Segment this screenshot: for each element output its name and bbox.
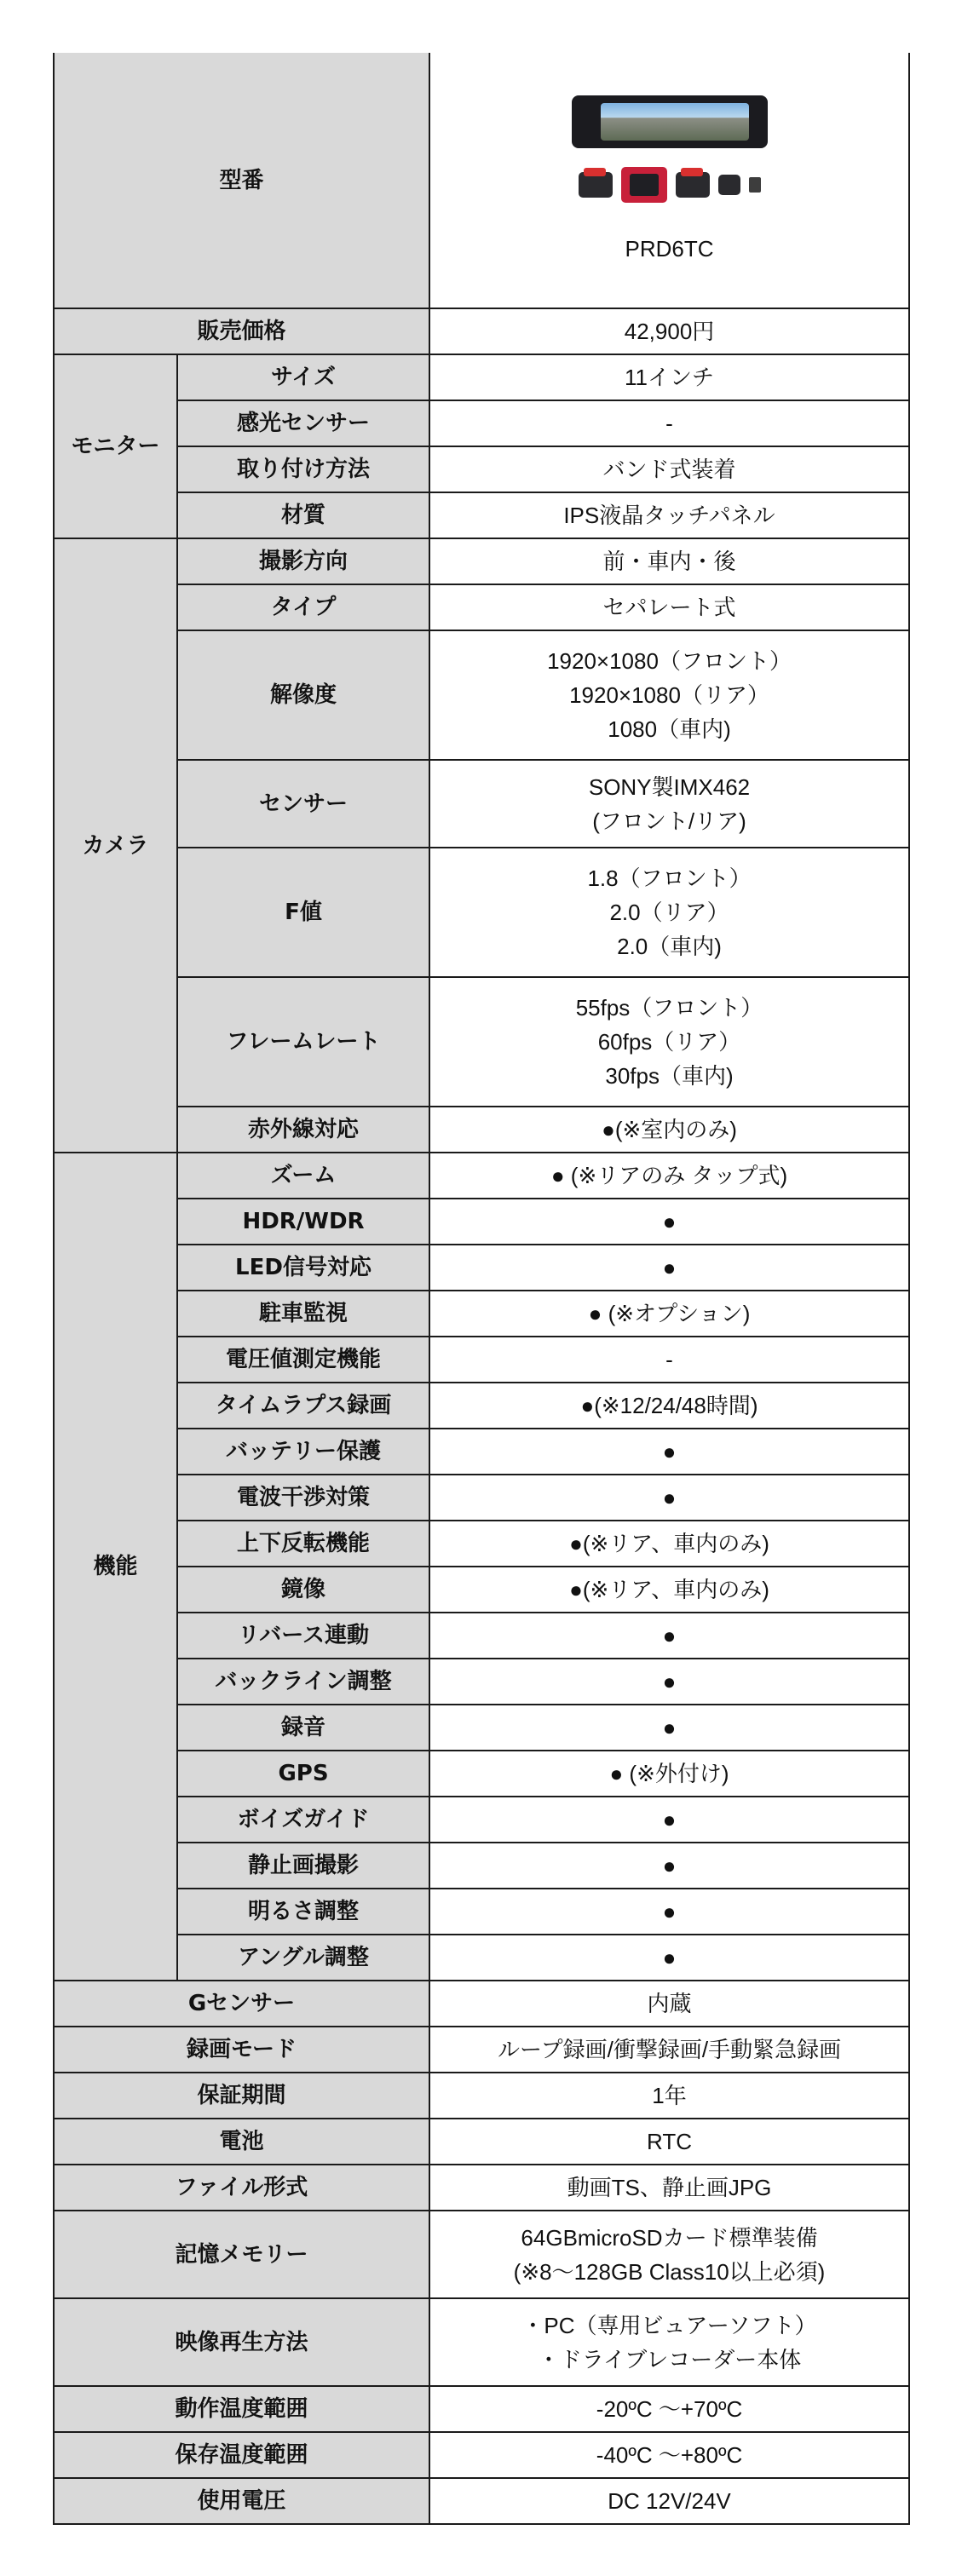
functions-row: [54, 1245, 909, 1291]
monitor-row: [54, 446, 909, 492]
spec-row: [54, 2211, 909, 2298]
camera-row-value: 1920×1080（フロント） 1920×1080（リア） 1080（車内): [429, 630, 909, 760]
functions-row: [54, 1935, 909, 1981]
functions-row-label: 静止画撮影: [177, 1843, 429, 1889]
camera-row: [54, 630, 909, 760]
spec-row: [54, 2119, 909, 2165]
spec-row-label: 保存温度範囲: [54, 2432, 429, 2478]
functions-row: [54, 1797, 909, 1843]
functions-row-label: アングル調整: [177, 1935, 429, 1981]
monitor-row: [54, 354, 909, 400]
camera-row-value: 前・車内・後: [429, 538, 909, 584]
price-value: 42,900円: [429, 308, 909, 354]
spec-row-value: ループ録画/衝撃録画/手動緊急録画: [429, 2027, 909, 2073]
functions-row-value: ●(※12/24/48時間): [429, 1383, 909, 1429]
row-model: [54, 53, 909, 308]
monitor-row-label: 取り付け方法: [177, 446, 429, 492]
row-price: [54, 308, 909, 354]
monitor-row-label: 材質: [177, 492, 429, 538]
monitor-row-value: バンド式装着: [429, 446, 909, 492]
monitor-group-label: モニター: [54, 354, 177, 538]
spec-row: [54, 2165, 909, 2211]
functions-row: [54, 1383, 909, 1429]
spec-row: [54, 2073, 909, 2119]
functions-row-label: GPS: [177, 1751, 429, 1797]
spec-row-label: 録画モード: [54, 2027, 429, 2073]
functions-row-value: ●: [429, 1797, 909, 1843]
spec-row: [54, 2478, 909, 2524]
functions-row-label: タイムラプス録画: [177, 1383, 429, 1429]
monitor-row-value: 11インチ: [429, 354, 909, 400]
spec-row: [54, 2432, 909, 2478]
camera-row-label: タイプ: [177, 584, 429, 630]
camera-row: [54, 977, 909, 1107]
monitor-row-label: 感光センサー: [177, 400, 429, 446]
spec-row-value: 動画TS、静止画JPG: [429, 2165, 909, 2211]
spec-row-label: Gセンサー: [54, 1981, 429, 2027]
functions-row: [54, 1613, 909, 1659]
camera-row: [54, 760, 909, 848]
functions-group-label: 機能: [54, 1153, 177, 1981]
mirror-monitor-image: [572, 95, 768, 148]
spec-row: [54, 2386, 909, 2432]
functions-row-label: LED信号対応: [177, 1245, 429, 1291]
functions-row-value: ●(※リア、車内のみ): [429, 1567, 909, 1613]
spec-table: [53, 53, 910, 2525]
functions-row: [54, 1751, 909, 1797]
functions-row-value: ●: [429, 1843, 909, 1889]
camera-row-label: F値: [177, 848, 429, 977]
functions-row-value: ●: [429, 1705, 909, 1751]
functions-row-label: ボイズガイド: [177, 1797, 429, 1843]
functions-row: [54, 1429, 909, 1475]
spec-row-label: ファイル形式: [54, 2165, 429, 2211]
functions-row: [54, 1705, 909, 1751]
functions-row: [54, 1889, 909, 1935]
camera-row-value: SONY製IMX462 (フロント/リア): [429, 760, 909, 848]
spec-row-value: -40ºC ～+80ºC: [429, 2432, 909, 2478]
functions-row-label: HDR/WDR: [177, 1199, 429, 1245]
functions-row-label: 鏡像: [177, 1567, 429, 1613]
functions-row: [54, 1291, 909, 1337]
spec-row-value: 64GBmicroSDカード標準装備 (※8～128GB Class10以上必須): [429, 2211, 909, 2298]
functions-row-value: ● (※リアのみ タップ式): [429, 1153, 909, 1199]
camera-row-label: センサー: [177, 760, 429, 848]
camera-row-label: 撮影方向: [177, 538, 429, 584]
spec-row-label: 保証期間: [54, 2073, 429, 2119]
monitor-row-value: -: [429, 400, 909, 446]
camera-row-value: 55fps（フロント） 60fps（リア） 30fps（車内): [429, 977, 909, 1107]
functions-row-label: 電波干渉対策: [177, 1475, 429, 1521]
spec-row: [54, 2298, 909, 2386]
sd-card-icon: [749, 177, 761, 193]
monitor-row-label: サイズ: [177, 354, 429, 400]
model-value: PRD6TC: [625, 235, 714, 262]
camera-row-value: ●(※室内のみ): [429, 1107, 909, 1153]
camera-row: [54, 584, 909, 630]
spec-row-value: RTC: [429, 2119, 909, 2165]
monitor-row-value: IPS液晶タッチパネル: [429, 492, 909, 538]
functions-row: [54, 1153, 909, 1199]
functions-row-value: ● (※オプション): [429, 1291, 909, 1337]
functions-row-value: ●: [429, 1889, 909, 1935]
spec-row-label: 使用電圧: [54, 2478, 429, 2524]
functions-row-value: -: [429, 1337, 909, 1383]
spec-row-label: 動作温度範囲: [54, 2386, 429, 2432]
functions-row-value: ●: [429, 1199, 909, 1245]
price-label: 販売価格: [54, 308, 429, 354]
model-label: 型番: [54, 53, 429, 308]
functions-row: [54, 1521, 909, 1567]
product-image: [435, 95, 903, 266]
monitor-row: [54, 492, 909, 538]
spec-row-value: ・PC（専用ビュアーソフト） ・ドライブレコーダー本体: [429, 2298, 909, 2386]
camera-row-label: フレームレート: [177, 977, 429, 1107]
functions-row-label: リバース連動: [177, 1613, 429, 1659]
camera-row: [54, 848, 909, 977]
camera-row: [54, 538, 909, 584]
functions-row: [54, 1475, 909, 1521]
functions-row: [54, 1199, 909, 1245]
functions-row-value: ● (※外付け): [429, 1751, 909, 1797]
functions-row-value: ●: [429, 1659, 909, 1705]
camera-row-value: セパレート式: [429, 584, 909, 630]
monitor-row: [54, 400, 909, 446]
functions-row: [54, 1659, 909, 1705]
camera-group-label: カメラ: [54, 538, 177, 1153]
functions-row: [54, 1337, 909, 1383]
camera-row-label: 赤外線対応: [177, 1107, 429, 1153]
spec-row-value: 内蔵: [429, 1981, 909, 2027]
functions-row-value: ●: [429, 1429, 909, 1475]
functions-row-label: 録音: [177, 1705, 429, 1751]
camera-row: [54, 1107, 909, 1153]
functions-row-value: ●: [429, 1475, 909, 1521]
camera-row-value: 1.8（フロント） 2.0（リア） 2.0（車内): [429, 848, 909, 977]
functions-row-value: ●: [429, 1245, 909, 1291]
functions-row-value: ●: [429, 1613, 909, 1659]
spec-row-value: -20ºC ～+70ºC: [429, 2386, 909, 2432]
functions-row-label: 明るさ調整: [177, 1889, 429, 1935]
functions-row-label: バックライン調整: [177, 1659, 429, 1705]
spec-row: [54, 1981, 909, 2027]
spec-row: [54, 2027, 909, 2073]
spec-row-label: 電池: [54, 2119, 429, 2165]
functions-row-label: 駐車監視: [177, 1291, 429, 1337]
model-cell: [429, 53, 909, 308]
camera-row-label: 解像度: [177, 630, 429, 760]
functions-row-value: ●(※リア、車内のみ): [429, 1521, 909, 1567]
functions-row-label: バッテリー保護: [177, 1429, 429, 1475]
camera-units-image: [579, 167, 761, 203]
spec-row-value: DC 12V/24V: [429, 2478, 909, 2524]
spec-row-label: 記憶メモリー: [54, 2211, 429, 2298]
functions-row-label: ズーム: [177, 1153, 429, 1199]
functions-row: [54, 1567, 909, 1613]
functions-row-label: 電圧値測定機能: [177, 1337, 429, 1383]
spec-row-label: 映像再生方法: [54, 2298, 429, 2386]
functions-row-label: 上下反転機能: [177, 1521, 429, 1567]
functions-row: [54, 1843, 909, 1889]
functions-row-value: ●: [429, 1935, 909, 1981]
spec-row-value: 1年: [429, 2073, 909, 2119]
